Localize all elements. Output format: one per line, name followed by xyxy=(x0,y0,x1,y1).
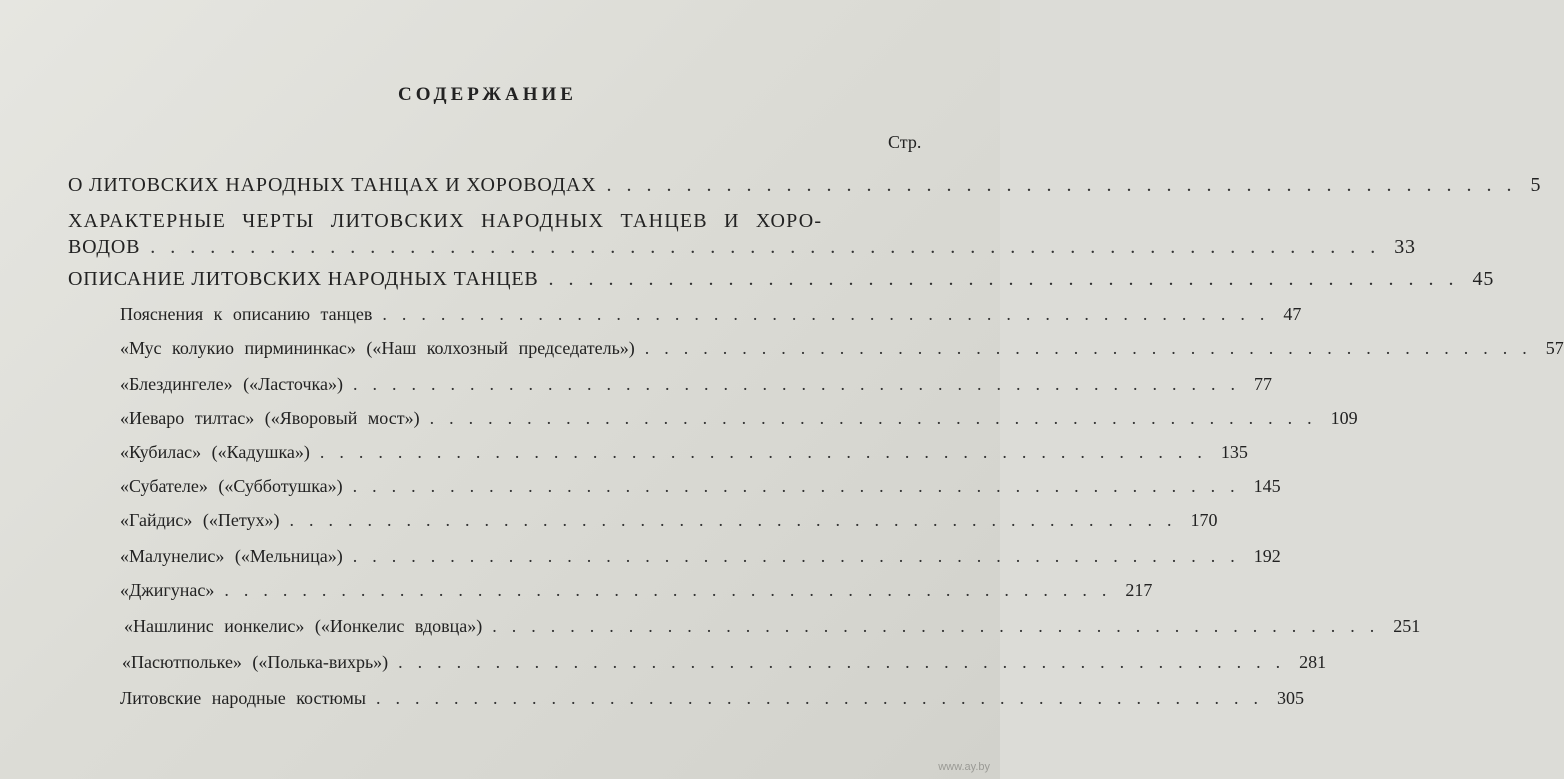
toc-entry-page: 170 xyxy=(1190,510,1218,530)
leader-dots: .............................................. xyxy=(548,268,1469,290)
toc-entry-page: 57 xyxy=(1545,338,1564,358)
leader-dots: .............................................. xyxy=(352,374,1250,394)
toc-entry-page: 5 xyxy=(1530,174,1542,196)
toc-entry xyxy=(122,652,1327,673)
toc-entry-page: 45 xyxy=(1472,268,1495,290)
leader-dots: .............................................. xyxy=(492,616,1390,636)
toc-entry xyxy=(68,174,1542,197)
toc-entry-title: «Кубилас» («Кадушка») xyxy=(120,442,310,462)
leader-dots: .............................................. xyxy=(352,546,1250,566)
leader-dots: .............................................. xyxy=(289,510,1187,530)
leader-dots: .............................................. xyxy=(644,338,1542,358)
toc-entry-page: 109 xyxy=(1330,408,1358,428)
toc-entry xyxy=(120,374,1272,395)
toc-entry-title: «Нашлинис ионкелис» («Ионкелис вдовца») xyxy=(124,616,483,636)
toc-entry-page: 77 xyxy=(1253,374,1272,394)
leader-dots: .............................................. xyxy=(398,652,1296,672)
toc-entry xyxy=(120,408,1358,429)
toc-entry-title: «Мус колукио пирмининкас» («Наш колхозный председатель») xyxy=(120,338,635,358)
toc-entry xyxy=(124,616,1421,637)
toc-entry xyxy=(120,442,1248,463)
toc-entry xyxy=(120,476,1281,497)
toc-entry-title: «Джигунас» xyxy=(120,580,215,600)
toc-entry xyxy=(68,236,1416,259)
toc-entry-page: 135 xyxy=(1220,442,1248,462)
toc-entry-title: Литовские народные костюмы xyxy=(120,688,367,708)
toc-entry-title: Пояснения к описанию танцев xyxy=(120,304,373,324)
leader-dots: .............................................. xyxy=(606,174,1527,196)
toc-entry-title-line1: ХАРАКТЕРНЫЕ ЧЕРТЫ ЛИТОВСКИХ НАРОДНЫХ ТАНЦЕВ И ХОРО- xyxy=(68,210,823,232)
toc-entry xyxy=(68,268,1495,291)
toc-entry xyxy=(120,546,1281,567)
toc-entry xyxy=(120,688,1305,709)
page-column-label: Стр. xyxy=(888,132,922,152)
leader-dots: .............................................................. xyxy=(150,236,1391,258)
watermark: www.ay.by xyxy=(938,761,990,773)
leader-dots: .............................................. xyxy=(429,408,1327,428)
leader-dots: .............................................. xyxy=(376,688,1274,708)
toc-entry xyxy=(120,510,1218,531)
toc-entry-page: 33 xyxy=(1394,236,1416,258)
leader-dots: .............................................. xyxy=(319,442,1217,462)
toc-entry-page: 47 xyxy=(1283,304,1302,324)
toc-entry-title: «Гайдис» («Петух») xyxy=(120,510,280,530)
toc-entry xyxy=(120,338,1564,359)
leader-dots: .............................................. xyxy=(382,304,1280,324)
toc-entry-title: О ЛИТОВСКИХ НАРОДНЫХ ТАНЦАХ И ХОРОВОДАХ xyxy=(68,174,597,196)
leader-dots: .............................................. xyxy=(224,580,1122,600)
toc-entry-page: 251 xyxy=(1393,616,1421,636)
toc-entry-page: 305 xyxy=(1277,688,1305,708)
toc-entry xyxy=(120,304,1302,325)
leader-dots: .............................................. xyxy=(352,476,1250,496)
toc-entry xyxy=(120,580,1153,601)
toc-entry-title: «Блездингеле» («Ласточка») xyxy=(120,374,343,394)
toc-entry-title: «Пасютпольке» («Полька-вихрь») xyxy=(122,652,389,672)
page-title: СОДЕРЖАНИЕ xyxy=(398,84,577,105)
toc-entry-title: «Субателе» («Субботушка») xyxy=(120,476,343,496)
toc-entry-title: «Иеваро тилтас» («Яворовый мост») xyxy=(120,408,420,428)
toc-entry-page: 281 xyxy=(1299,652,1327,672)
toc-entry-title: ВОДОВ xyxy=(68,236,141,258)
toc-entry-title: «Малунелис» («Мельница») xyxy=(120,546,343,566)
toc-entry-page: 217 xyxy=(1125,580,1153,600)
toc-entry-title: ОПИСАНИЕ ЛИТОВСКИХ НАРОДНЫХ ТАНЦЕВ xyxy=(68,268,539,290)
toc-entry-page: 192 xyxy=(1253,546,1281,566)
toc-entry-page: 145 xyxy=(1253,476,1281,496)
